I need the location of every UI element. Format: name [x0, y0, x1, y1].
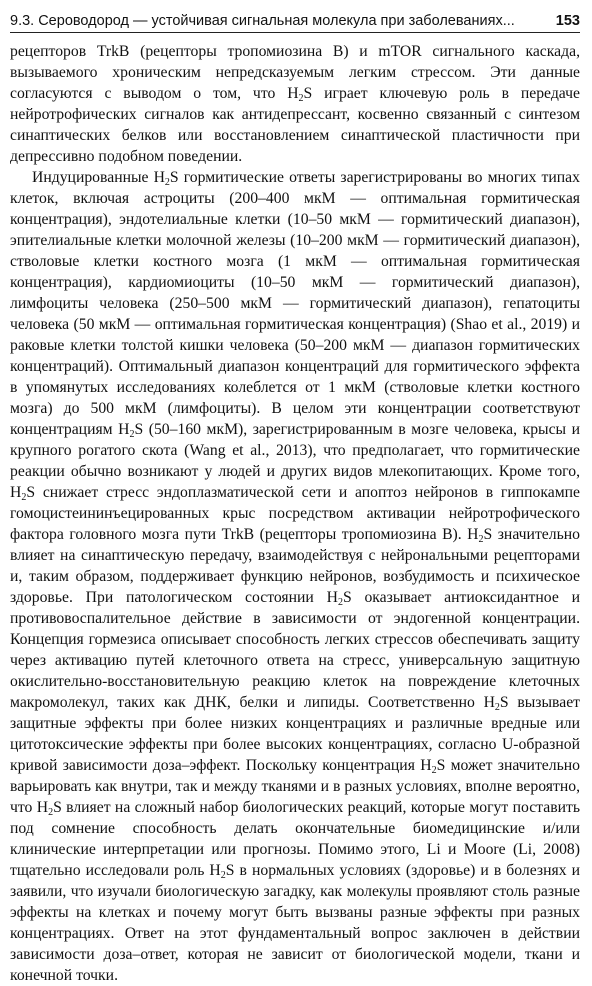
subscript: 2	[164, 177, 170, 188]
text-run: Индуцированные H	[32, 169, 165, 186]
text-run: S играет ключевую роль в передаче нейротрофических сигналов как антидепрессант, косвенно связанный с синтезом синаптических белков или восстановлением синаптической пластичности при депрессивно подобном поведении.	[10, 85, 580, 165]
text-run: S значительно влияет на синаптическую передачу, взаимодействуя с нейрональными рецепторами и, таким образом, поддерживает функцию нейронов, возбудимость и психическое здоровье. При патологическом состоянии H	[10, 526, 580, 606]
paragraph	[10, 41, 580, 167]
subscript: 2	[494, 702, 500, 713]
text-run: S снижает стресс эндоплазматической сети и апоптоз нейронов в гиппокампе гомоцистеининъецированных крыс посредством активации нейротрофического фактора головного мозга пути TrkB (рецепторы тропомиозина B). H	[10, 484, 580, 543]
subscript: 2	[298, 93, 304, 104]
subscript: 2	[337, 597, 343, 608]
subscript: 2	[431, 765, 437, 776]
body-text	[10, 41, 580, 986]
text-run: рецепторов TrkB (рецепторы тропомиозина B) и mTOR сигнального каскада, вызываемого хроническим непредсказуемым легким стрессом. Эти данные согласуются с выводом о том, что H	[10, 43, 580, 102]
text-run: S гормитические ответы зарегистрированы во многих типах клеток, включая астроциты (200–400 мкМ — оптимальная гормитическая концентрация), эндотелиальные клетки (10–50 мкМ — гормитический диапазон), эпителиальные клетки молочной железы (10–200 мкМ — гормитический диапазон), стволовые клетки костного мозга (1 мкМ — оптимальная гормитическая концентрация), кардиомиоциты (10–50 мкМ — гормитический диапазон), лимфоциты человека (250–500 мкМ — гормитический диапазон), гепатоциты человека (50 мкМ — оптимальная гормитическая концентрация) (Shao et al., 2019) и раковые клетки толстой кишки человека (50–200 мкМ — диапазон гормитических концентраций). Оптимальный диапазон концентраций для гормитического эффекта в упомянутых исследованиях колеблется от 1 мкМ (стволовые клетки костного мозга) до 500 мкМ (лимфоциты). В целом эти концентрации соответствуют концентрациям H	[10, 169, 580, 438]
text-run: S оказывает антиоксидантное и противовоспалительное действие в зависимости от эндогенной концентрации. Концепция гормезиса описывает способность легких стрессов обеспечивать защиту через активацию путей клеточного ответа на стресс, универсальную защитную окислительно-восстановительную реакцию клеток на повреждение клеточных макромолекул, таких как ДНК, белки и липиды. Соответственно H	[10, 589, 580, 711]
running-header	[10, 6, 580, 33]
subscript: 2	[48, 807, 54, 818]
text-run: S (50–160 мкМ), зарегистрированным в мозге человека, крысы и крупного рогатого скота (Wang et al., 2013), что предполагает, что гормитические реакции обычно возникают у людей и других видов млекопитающих. Кроме того, H	[10, 421, 580, 501]
subscript: 2	[220, 870, 226, 881]
subscript: 2	[129, 429, 135, 440]
text-run: S влияет на сложный набор биологических реакций, которые могут поставить под сомнение способность делать окончательные биомедицинские и/или клинические интерпретации или прогнозы. Помимо этого, Li и Moore (Li, 2008) тщательно исследовали роль H	[10, 799, 581, 879]
running-title: 9.3. Сероводород — устойчивая сигнальная молекула при заболеваниях...	[10, 13, 515, 29]
subscript: 2	[21, 492, 27, 503]
text-run: S вызывает защитные эффекты при более низких концентрациях и различные вредные или цитотоксические эффекты при более высоких концентрациях, согласно U-образной кривой зависимости доза–эффект. Поскольку концентрация H	[10, 694, 581, 774]
subscript: 2	[478, 534, 484, 545]
page-number: 153	[555, 13, 580, 29]
text-run: S может значительно варьировать как внутри, так и между тканями и в разных условиях, вполне вероятно, что H	[10, 757, 580, 816]
paragraph	[10, 167, 580, 986]
text-run: S в нормальных условиях (здоровье) и в болезнях и заявили, что изучали биологическую загадку, как молекулы проявляют столь разные эффекты на клетках и почему могут быть вызваны разные эффекты при разных концентрациях. Ответ на этот фундаментальный вопрос заключен в действии зависимости доза–ответ, которая не зависит от биологической модели, ткани и конечной точки.	[10, 862, 580, 984]
